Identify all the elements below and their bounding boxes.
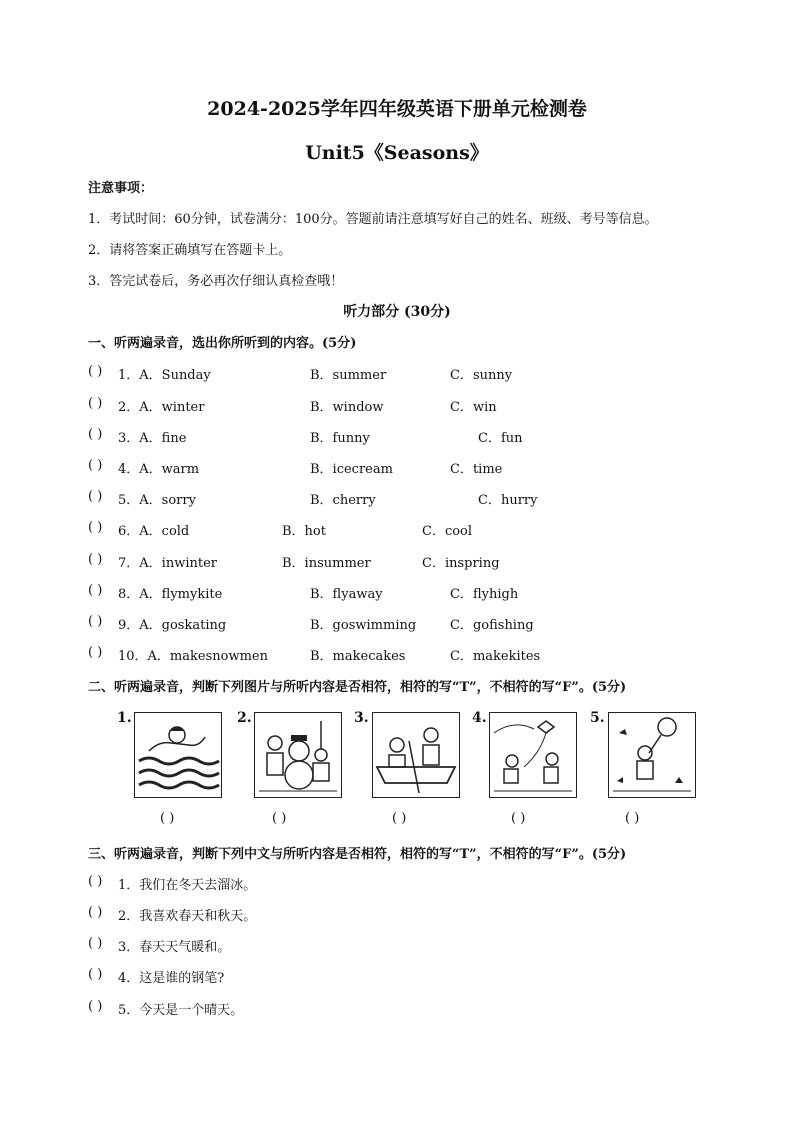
answer-paren[interactable]: ( ) bbox=[88, 936, 103, 951]
option-a: 2．A．winter bbox=[118, 400, 205, 415]
answer-paren[interactable]: ( ) bbox=[88, 364, 103, 379]
picture-number: 1. bbox=[117, 710, 132, 726]
judgment-text: 1．我们在冬天去溜冰。 bbox=[118, 878, 257, 893]
option-b: B．goswimming bbox=[310, 618, 417, 633]
option-b: B．flyaway bbox=[310, 587, 383, 602]
answer-paren[interactable]: ( ) bbox=[88, 967, 103, 982]
option-a: 10．A．makesnowmen bbox=[118, 649, 268, 664]
notice-item: 1．考试时间：60分钟，试卷满分：100分。答题前请注意填写好自己的姓名、班级、考号等信息。 bbox=[88, 212, 658, 227]
answer-paren[interactable]: ( ) bbox=[88, 552, 103, 567]
option-c: C．sunny bbox=[450, 368, 513, 383]
part-title: 听力部分 (30分) bbox=[343, 304, 451, 320]
option-b: B．icecream bbox=[310, 462, 393, 477]
option-c: C．inspring bbox=[422, 556, 500, 571]
option-c: C．flyhigh bbox=[450, 587, 519, 602]
picture-number: 5. bbox=[590, 710, 605, 726]
answer-paren[interactable]: ( ) bbox=[88, 583, 103, 598]
option-c: C．gofishing bbox=[450, 618, 534, 633]
option-a: 8．A．flymykite bbox=[118, 587, 223, 602]
option-b: B．hot bbox=[282, 524, 326, 539]
option-a: 9．A．goskating bbox=[118, 618, 227, 633]
judgment-text: 2．我喜欢春天和秋天。 bbox=[118, 909, 257, 924]
kite-flying-icon bbox=[489, 712, 577, 798]
option-a: 1．A．Sunday bbox=[118, 368, 211, 383]
judgment-text: 4．这是谁的钢笔? bbox=[118, 971, 225, 986]
judgment-text: 5．今天是一个晴天。 bbox=[118, 1003, 244, 1018]
option-c: C．cool bbox=[422, 524, 473, 539]
picture-number: 3. bbox=[354, 710, 369, 726]
notice-item: 3．答完试卷后，务必再次仔细认真检查哦！ bbox=[88, 274, 344, 289]
option-b: B．window bbox=[310, 400, 384, 415]
option-a: 6．A．cold bbox=[118, 524, 190, 539]
snowman-icon bbox=[254, 712, 342, 798]
option-c: C．time bbox=[450, 462, 503, 477]
answer-paren[interactable]: ( ) bbox=[88, 614, 103, 629]
answer-paren[interactable]: ( ) bbox=[88, 874, 103, 889]
judgment-text: 3．春天天气暖和。 bbox=[118, 940, 231, 955]
section1-title: 一、听两遍录音，选出你所听到的内容。(5分) bbox=[88, 336, 357, 351]
option-a: 3．A．fine bbox=[118, 431, 187, 446]
swimmer-icon bbox=[134, 712, 222, 798]
option-c: C．makekites bbox=[450, 649, 541, 664]
section2-title: 二、听两遍录音，判断下列图片与所听内容是否相符，相符的写“T”，不相符的写“F”。(5分) bbox=[88, 680, 627, 695]
option-b: B．cherry bbox=[310, 493, 376, 508]
page-title: 2024-2025学年四年级英语下册单元检测卷 bbox=[207, 98, 587, 120]
option-b: B．makecakes bbox=[310, 649, 406, 664]
answer-paren[interactable]: ( ) bbox=[511, 811, 526, 826]
answer-paren[interactable]: ( ) bbox=[392, 811, 407, 826]
page-subtitle: Unit5《Seasons》 bbox=[305, 142, 489, 164]
butterfly-catching-icon bbox=[608, 712, 696, 798]
answer-paren[interactable]: ( ) bbox=[88, 458, 103, 473]
option-c: C．win bbox=[450, 400, 497, 415]
option-b: B．insummer bbox=[282, 556, 371, 571]
picture-number: 4. bbox=[472, 710, 487, 726]
rowing-boat-icon bbox=[372, 712, 460, 798]
option-a: 7．A．inwinter bbox=[118, 556, 217, 571]
answer-paren[interactable]: ( ) bbox=[88, 999, 103, 1014]
option-a: 4．A．warm bbox=[118, 462, 200, 477]
picture-number: 2. bbox=[237, 710, 252, 726]
option-a: 5．A．sorry bbox=[118, 493, 196, 508]
answer-paren[interactable]: ( ) bbox=[88, 427, 103, 442]
answer-paren[interactable]: ( ) bbox=[272, 811, 287, 826]
notice-heading: 注意事项： bbox=[88, 181, 154, 196]
option-b: B．summer bbox=[310, 368, 387, 383]
answer-paren[interactable]: ( ) bbox=[160, 811, 175, 826]
option-c: C．hurry bbox=[478, 493, 538, 508]
answer-paren[interactable]: ( ) bbox=[88, 905, 103, 920]
notice-item: 2．请将答案正确填写在答题卡上。 bbox=[88, 243, 292, 258]
option-c: C．fun bbox=[478, 431, 523, 446]
answer-paren[interactable]: ( ) bbox=[88, 396, 103, 411]
answer-paren[interactable]: ( ) bbox=[88, 520, 103, 535]
option-b: B．funny bbox=[310, 431, 370, 446]
answer-paren[interactable]: ( ) bbox=[88, 645, 103, 660]
section3-title: 三、听两遍录音，判断下列中文与所听内容是否相符，相符的写“T”，不相符的写“F”。(5分) bbox=[88, 847, 627, 862]
answer-paren[interactable]: ( ) bbox=[88, 489, 103, 504]
answer-paren[interactable]: ( ) bbox=[625, 811, 640, 826]
